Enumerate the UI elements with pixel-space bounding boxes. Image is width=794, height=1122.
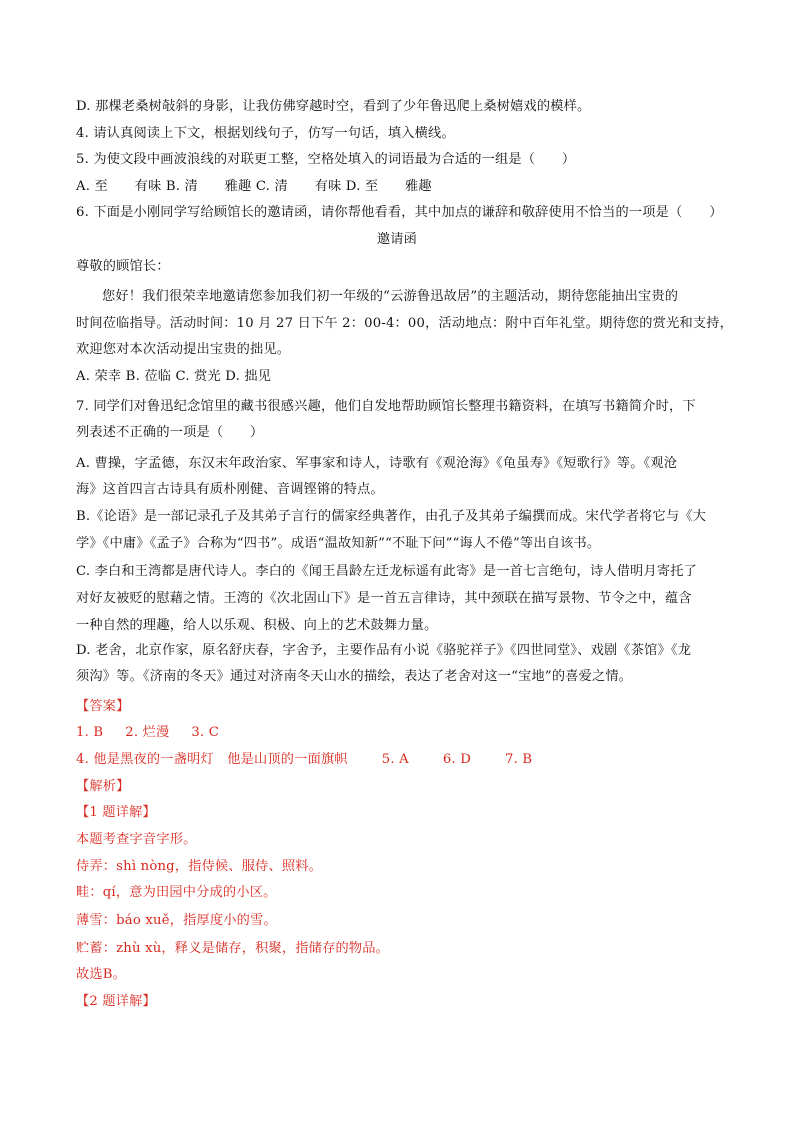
analysis-heading: 【解析】 bbox=[76, 779, 130, 794]
question-5-options: A. 至 有味 B. 清 雅趣 C. 清 有味 D. 至 雅趣 bbox=[76, 179, 432, 194]
answer-2: 2. 烂漫 bbox=[125, 725, 170, 740]
q7-option-d: D. 老舍，北京作家，原名舒庆春，字舍予，主要作品有小说《骆驼祥子》《四世同堂》、戏剧《茶馆》《龙 bbox=[76, 643, 692, 658]
q7-option-a: A. 曹操，字孟德，东汉末年政治家、军事家和诗人，诗歌有《观沧海》《龟虽寿》《短歌行》等。《观沧 bbox=[76, 456, 678, 471]
q7-option-a: 海》这首四言古诗具有质朴刚健、音调铿锵的特点。 bbox=[76, 482, 384, 497]
q7-option-b: 学》《中庸》《孟子》合称为“四书”。成语“温故知新”“不耻下问”“诲人不倦”等出自该书。 bbox=[76, 536, 601, 551]
q1-word-explanation: 侍弄：shì nòng，指侍候、服侍、照料。 bbox=[76, 859, 323, 874]
question-7-line: 列表述不正确的一项是（ ） bbox=[76, 425, 264, 440]
q1-detail-heading: 【1 题详解】 bbox=[76, 805, 156, 820]
q3-option-d: D. 那棵老桑树敧斜的身影，让我仿佛穿越时空，看到了少年鲁迅爬上桑树嬉戏的模样。 bbox=[76, 99, 591, 114]
q1-word-explanation: 畦：qí，意为田园中分成的小区。 bbox=[76, 885, 277, 900]
q7-option-c: 对好友被贬的慰藉之情。王湾的《次北固山下》是一首五言律诗，其中颈联在描写景物、节令之中，蕴含 bbox=[76, 591, 692, 606]
answer-5: 5. A bbox=[381, 752, 409, 767]
q2-detail-heading: 【2 题详解】 bbox=[76, 994, 156, 1009]
letter-body-line: 您好！我们很荣幸地邀请您参加我们初一年级的“云游鲁迅故居”的主题活动，期待您能抽出宝贵的 bbox=[102, 289, 679, 304]
answer-line-1 bbox=[76, 724, 219, 742]
q7-option-c: C. 李白和王湾都是唐代诗人。李白的《闻王昌龄左迁龙标遥有此寄》是一首七言绝句，诗人借明月寄托了 bbox=[76, 564, 698, 579]
q7-option-b: B.《论语》是一部记录孔子及其弟子言行的儒家经典著作，由孔子及其弟子编撰而成。宋代学者将它与《大 bbox=[76, 509, 707, 524]
q1-choice: 故选B。 bbox=[76, 967, 127, 982]
question-5: 5. 为使文段中画波浪线的对联更工整，空格处填入的词语最为合适的一组是（ ） bbox=[76, 152, 576, 167]
answer-heading: 【答案】 bbox=[76, 699, 130, 714]
question-6: 6. 下面是小刚同学写给顾馆长的邀请函，请你帮他看看，其中加点的谦辞和敬辞使用不恰当的一项是（ ） bbox=[76, 205, 723, 220]
letter-title: 邀请函 bbox=[376, 232, 418, 247]
question-6-options: A. 荣幸 B. 莅临 C. 赏光 D. 拙见 bbox=[76, 369, 272, 384]
answer-1: 1. B bbox=[76, 725, 104, 740]
answer-3: 3. C bbox=[191, 725, 220, 740]
answer-line-2 bbox=[76, 751, 532, 769]
q1-word-explanation: 薄雪：báo xuě，指厚度小的雪。 bbox=[76, 913, 277, 928]
q1-intro: 本题考查字音字形。 bbox=[76, 832, 197, 847]
answer-6: 6. D bbox=[442, 752, 472, 767]
letter-body-line: 欢迎您对本次活动提出宝贵的拙见。 bbox=[76, 342, 291, 357]
answer-4: 4. 他是黑夜的一盏明灯 他是山顶的一面旗帜 bbox=[76, 752, 348, 767]
q1-word-explanation: 贮蓄：zhù xù，释义是储存，积聚，指储存的物品。 bbox=[76, 941, 390, 956]
question-7-line: 7. 同学们对鲁迅纪念馆里的藏书很感兴趣，他们自发地帮助顾馆长整理书籍资料，在填写书籍简介时，下 bbox=[76, 399, 696, 414]
answer-7: 7. B bbox=[505, 752, 533, 767]
question-4: 4. 请认真阅读上下文，根据划线句子，仿写一句话，填入横线。 bbox=[76, 126, 455, 141]
q7-option-c: 一种自然的理趣，给人以乐观、积极、向上的艺术鼓舞力量。 bbox=[76, 618, 438, 633]
letter-body-line: 时间莅临指导。活动时间：10 月 27 日下午 2：00-4：00，活动地点：附中百年礼堂。期待您的赏光和支持， bbox=[76, 316, 734, 331]
letter-salutation: 尊敬的顾馆长： bbox=[76, 259, 170, 274]
q7-option-d: 须沟》等。《济南的冬天》通过对济南冬天山水的描绘，表达了老舍对这一“宝地”的喜爱之情。 bbox=[76, 669, 633, 684]
